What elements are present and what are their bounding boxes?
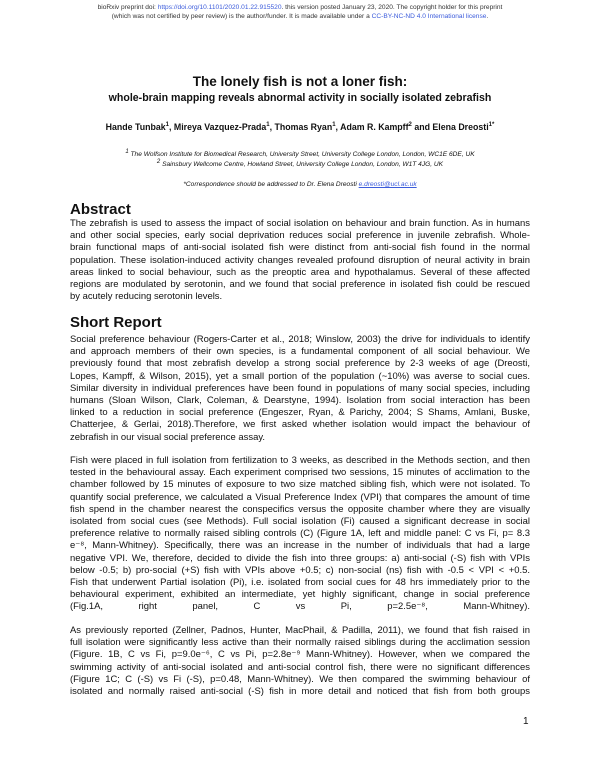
preprint-header-line-1 <box>0 4 600 12</box>
body-paragraph-3 <box>70 625 530 698</box>
text-line: brain functional maps of anti-social isolated fish were distinct from anti-social fish found in the normal <box>70 242 530 254</box>
text-line: e⁻⁸, Mann-Whitney). Specifically, there was an increase in the number of individuals that had a large <box>70 540 530 552</box>
author-name: and Elena Dreosti <box>411 122 489 132</box>
text-line: Fish that underwent Partial isolation (Pi), i.e. isolated from social cues for 48 hrs immediately prior to the <box>70 576 530 588</box>
header-text: (which was not certified by peer review) is the author/funder. It is made available under a <box>111 13 372 20</box>
text-line: isolated and normally raised anti-social (-S) fish in more detail and noticed that fish from both groups <box>70 685 530 697</box>
text-line: As previously reported (Zellner, Padnos, Hunter, MacPhail, & Padilla, 2011), we found that fish raised in <box>70 625 530 636</box>
author-affiliation-marker: 1 <box>332 122 336 129</box>
header-text: . this version posted January 23, 2020. The copyright holder for this preprint <box>281 4 503 11</box>
body-paragraph-2 <box>70 455 530 613</box>
text-line: zebrafish in our visual social preference assay. <box>70 431 265 443</box>
affiliation-1 <box>0 149 600 158</box>
text-line: preference relative to normally raised sibling controls (C) (Figure 1A, left and middle panel: C vs Fi, p= 8.3 <box>70 528 530 540</box>
text-line: tested in the behavioural assay. Each experiment comprised two sessions, 15 minutes of acclimation to the <box>70 467 530 479</box>
author-name: , Adam R. Kampff <box>335 122 409 132</box>
text-line: fish spend in the chamber nearest the conspecifics versus the opposite chamber where they are visually <box>70 503 530 515</box>
text-line: negative VPI. We, therefore, decided to divide the fish into three groups: a) anti-social (-S) fish with VPIs <box>70 552 530 564</box>
text-line: previously found that most zebrafish develop a strong social preference by 2-3 weeks of age (Dreosti, <box>70 358 530 370</box>
preprint-header-line-2 <box>0 13 600 21</box>
author-list <box>0 122 600 132</box>
affiliation-marker: 1 <box>125 149 129 155</box>
header-text: . <box>486 13 489 20</box>
text-line: (Figure. 1B, C vs Fi, p=9.0e⁻⁶, C vs Pi, p=2.8e⁻⁹ Mann-Whitney). However, when we compared the <box>70 649 530 661</box>
text-line: below -0.5; b) pro-social (+S) fish with VPIs above +0.5; c) non-social (ns) fish with -0.5 < VPI < +0.5. <box>70 564 530 576</box>
author-affiliation-marker: 1* <box>488 122 495 129</box>
text-line: linked to a reduction in social preference (Engeszer, Ryan, & Parichy, 2004; S Shams, Amlani, Buske, <box>70 407 530 419</box>
paper-title: The lonely fish is not a loner fish: <box>192 74 408 89</box>
abstract-paragraph <box>70 218 530 303</box>
text-line: Social preference behaviour (Rogers-Carter et al., 2018; Winslow, 2003) the drive for individuals to identify <box>70 334 530 345</box>
affiliation-text: The Wolfson Institute for Biomedical Research, University Street, University College London, London, WC1E 6DE, UK <box>128 151 475 159</box>
affiliation-marker: 2 <box>156 159 161 165</box>
author-name: Hande Tunbak <box>105 122 166 132</box>
abstract-heading: Abstract <box>70 201 131 218</box>
correspondence-text: *Correspondence should be addressed to Dr. Elena Dreosti <box>183 181 359 188</box>
text-line: by acutely reducing serotonin levels. <box>70 291 223 303</box>
text-line: swimming activity of anti-social isolated and anti-social control fish, there were no significant differences <box>70 661 530 673</box>
text-line: behavioural experiment, exhibited an intermediate, yet highly significant, change in social preference <box>70 589 530 601</box>
text-line: population. These isolation-induced activity changes revealed profound disruption of neural activity in brain <box>70 254 530 266</box>
author-affiliation-marker: 1 <box>165 122 169 129</box>
author-name: , Thomas Ryan <box>269 122 333 132</box>
text-line: Lopes, Kampff, & Wilson, 2015), yet a small portion of the population (~10%) was averse to social cues. <box>70 370 530 382</box>
text-line: Fish were placed in full isolation from fertilization to 3 weeks, as described in the Methods section, and then <box>70 455 530 466</box>
author-name: , Mireya Vazquez-Prada <box>168 122 267 132</box>
text-line: Similar diversity in individual preferences have been found in populations of many social species, including <box>70 382 530 394</box>
author-affiliation-marker: 2 <box>408 122 412 129</box>
text-line: The zebrafish is used to assess the impact of social isolation on behaviour and brain function. As in humans <box>70 218 530 229</box>
paper-subtitle: whole-brain mapping reveals abnormal activity in socially isolated zebrafish <box>108 92 492 104</box>
text-line: Chatterjee, & Gerlai, 2018).Therefore, we first asked whether isolation would impact the behaviour of <box>70 419 530 431</box>
license-link[interactable]: CC-BY-NC-ND 4.0 International license <box>371 13 487 20</box>
text-line: quantify social preference, we calculated a Visual Preference Index (VPI) that compares the amount of time <box>70 491 530 503</box>
text-line: and approach members of their own species, is a fundamental component of all social behaviour. We <box>70 346 530 358</box>
text-line: (Fig.1A, right panel, C vs Pi, p=2.5e⁻⁸, Mann-Whitney). <box>70 601 530 613</box>
correspondence-note <box>0 181 600 188</box>
text-line: areas linked to social behaviour, such as the preoptic area and hypothalamus. Several of these affected <box>70 266 530 278</box>
short-report-heading: Short Report <box>70 314 162 331</box>
affiliation-text: Sainsbury Wellcome Centre, Howland Street, University College London, London, W1T 4JG, UK <box>160 161 444 169</box>
text-line: full isolation were significantly less active than their normally raised siblings during the acclimation session <box>70 637 530 649</box>
text-line: and other social species, early social deprivation reduces social preference in juvenile zebrafish. Whole- <box>70 230 530 242</box>
header-text: bioRxiv preprint doi: <box>97 4 158 11</box>
page-number: 1 <box>523 716 529 727</box>
author-affiliation-marker: 1 <box>266 122 270 129</box>
doi-link[interactable]: https://doi.org/10.1101/2020.01.22.915520 <box>157 4 282 11</box>
email-link[interactable]: e.dreosti@ucl.ac.uk <box>358 181 417 188</box>
text-line: humans (Sloan Wilson, Clark, Coleman, & Dearstyne, 1994). Isolation from social interaction has been <box>70 394 530 406</box>
text-line: regions are modulated by serotonin, and we found that social preference in isolated fish could be rescued <box>70 278 530 290</box>
affiliation-2 <box>0 159 600 168</box>
text-line: isolated from social cues (see Methods). Full social isolation (Fi) caused a significant decrease in social <box>70 515 530 527</box>
text-line: (Figure 1C; C (-S) vs Fi (-S), p=0.48, Mann-Whitney). We then compared the swimming behaviour of <box>70 673 530 685</box>
text-line: chamber followed by 15 minutes of exposure to two size matched sibling fish, which were not isolated. To <box>70 479 530 491</box>
body-paragraph-1 <box>70 334 530 444</box>
